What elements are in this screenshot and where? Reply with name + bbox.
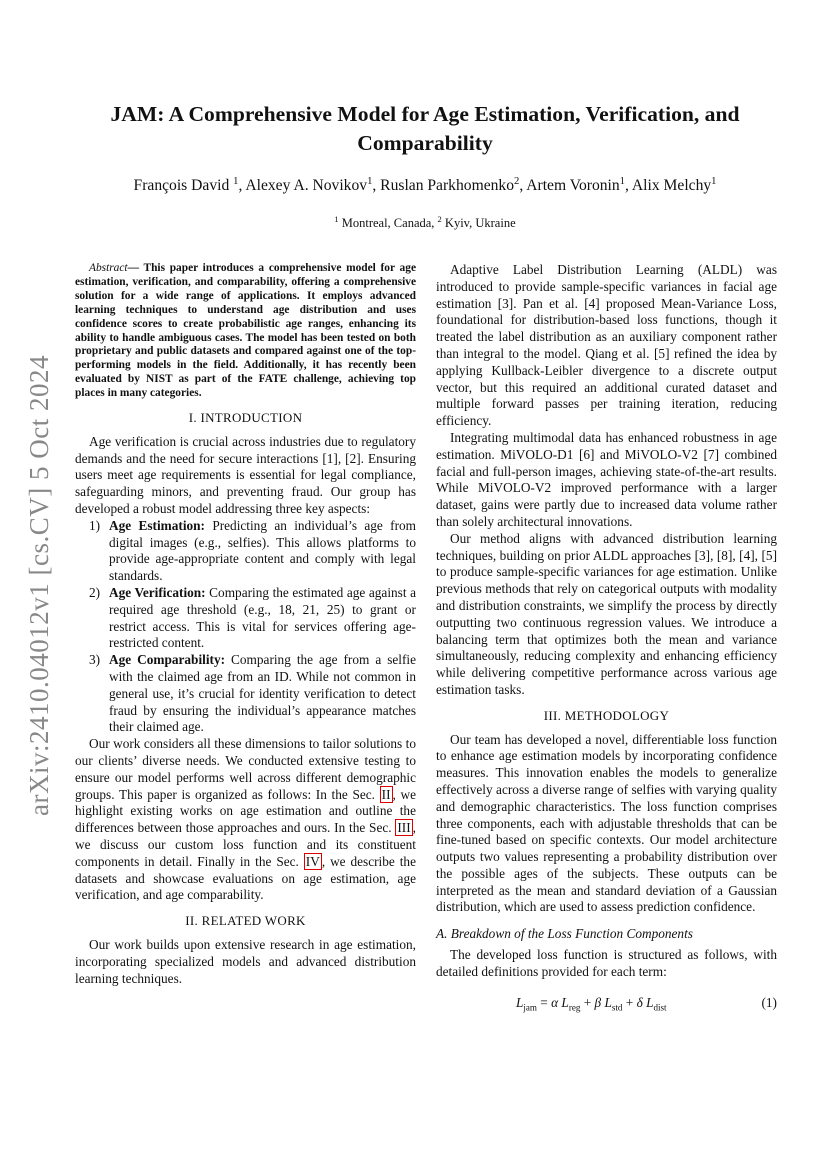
- eq-symbol: L: [561, 994, 569, 1010]
- section-link-iii[interactable]: III: [397, 820, 411, 836]
- related-work-paragraph: Our work builds upon extensive research in age estimation, incorporating specialized models and advanced distribution learning techniques.: [75, 936, 416, 986]
- eq-subscript: std: [611, 1002, 623, 1013]
- eq-symbol: β: [594, 994, 602, 1010]
- author-affil-mark: 1: [367, 175, 373, 187]
- abstract-dash: —: [127, 262, 139, 274]
- author-affil-mark: 1: [233, 175, 239, 187]
- list-item-title: Age Verification:: [109, 585, 206, 601]
- author: , Alexey A. Novikov: [238, 177, 368, 194]
- author: François David: [133, 177, 234, 194]
- list-number: 3): [89, 652, 101, 668]
- affil-text: Montreal, Canada,: [338, 216, 438, 230]
- eq-symbol: L: [646, 994, 654, 1010]
- text-run: , we describe the datasets and showcase evaluations on age estimation, age verification, and age comparability.: [75, 853, 416, 903]
- equation-expression: [516, 995, 667, 1012]
- text-run: Our work considers all these dimensions to tailor solutions to our clients’ diverse needs. We conducted extensive testing to ensure our model performs well across different demographic groups. This paper is organized as follows: In the Sec.: [75, 736, 416, 802]
- author: , Artem Voronin: [519, 177, 620, 194]
- left-column: [75, 262, 416, 987]
- aspects-list: [75, 518, 416, 736]
- text-run: , we discuss our custom loss function and its constituent components in detail. Finally in the Sec.: [75, 820, 416, 869]
- affiliations: [115, 215, 735, 231]
- author: , Alix Melchy: [624, 177, 712, 194]
- affil-mark: 2: [437, 213, 442, 224]
- methodology-paragraph: Our team has developed a novel, differentiable loss function to enhance age estimation models by incorporating confidence measures. This innovation enables the models to generalize effectively across a diverse range of selfies with varying quality and demographic characteristics. The loss function comprises three components, each with adjustable thresholds that can be fine-tuned based on specific contexts. Our model architecture outputs two values representing a probability distribution over the possible ages of the subjects. These outputs can be interpreted as the mean and standard deviation of a Gaussian distribution, which are used to assess prediction confidence.: [436, 731, 777, 915]
- abstract-text: This paper introduces a comprehensive model for age estimation, verification, and comparability, offering a comprehensive solution for a wide range of applications. It employs advanced learning techniques to understand age distribution and uses confidence scores to create probabilistic age ranges, enhancing its ability to handle ambiguous cases. The model has been tested on both proprietary and public datasets and compared against one of the top-performing models in the field. Additionally, it has recently been evaluated by NIST as part of the FATE challenge, achieving top places in many categories.: [75, 262, 416, 400]
- eq-operator: +: [622, 994, 637, 1010]
- list-number: 1): [89, 517, 101, 533]
- list-item-text: Comparing the age from a selfie with the claimed age from an ID. While not common in general use, it’s crucial for identity verification to detect fraud by ensuring the individual’s appearance matches their claimed age.: [109, 652, 416, 735]
- eq-symbol: L: [604, 994, 612, 1010]
- list-item-title: Age Estimation:: [109, 517, 205, 533]
- eq-operator: +: [580, 994, 595, 1010]
- related-work-paragraph: Adaptive Label Distribution Learning (ALDL) was introduced to provide sample-specific variances in facial age estimation [3]. Pan et al. [4] proposed Mean-Variance Loss, foundational for distribution-based loss functions, though it treated the label distribution as an auxiliary component rather than integral to the model. Qiang et al. [5] refined the idea by applying Kullback-Leibler divergence to a discrete output vector, but this required an additional curated dataset and multiple forward passes per training iteration, reducing efficiency.: [436, 262, 777, 429]
- list-item: [75, 652, 416, 736]
- section-link-ii[interactable]: II: [381, 786, 391, 802]
- section-heading-methodology: III. METHODOLOGY: [543, 707, 670, 723]
- affil-text: Kyiv, Ukraine: [441, 216, 516, 230]
- equation-1: [436, 995, 777, 1012]
- author-affil-mark: 1: [711, 175, 717, 187]
- eq-symbol: L: [516, 994, 524, 1010]
- paper-title: JAM: A Comprehensive Model for Age Estimation, Verification, and Comparability: [110, 102, 740, 155]
- author: , Ruslan Parkhomenko: [372, 177, 515, 194]
- author-list: [115, 176, 735, 195]
- arxiv-stamp: [6, 320, 72, 850]
- subsection-heading: A. Breakdown of the Loss Function Components: [436, 926, 693, 942]
- abstract: [75, 262, 416, 401]
- intro-paragraph: [75, 736, 416, 904]
- list-item-text: Comparing the estimated age against a required age threshold (e.g., 18, 21, 25) to grant or restrict access. This is vital for services offering age-restricted content.: [109, 585, 416, 651]
- eq-subscript: jam: [523, 1002, 537, 1013]
- eq-symbol: α: [551, 994, 559, 1010]
- author-affil-mark: 2: [514, 175, 520, 187]
- list-item: [75, 518, 416, 585]
- eq-operator: =: [536, 994, 552, 1010]
- eq-subscript: reg: [568, 1002, 581, 1013]
- abstract-label: Abstract: [89, 262, 128, 274]
- methodology-paragraph: The developed loss function is structured as follows, with detailed definitions provided for each term:: [436, 947, 777, 979]
- author-affil-mark: 1: [619, 175, 625, 187]
- related-work-paragraph: Integrating multimodal data has enhanced robustness in age estimation. MiVOLO-D1 [6] and MiVOLO-V2 [7] combined facial and full-person images, achieving state-of-the-art results. While MiVOLO-V2 improved performance with a larger dataset, gains were partly due to increased data volume rather than solely architectural innovations.: [436, 429, 777, 529]
- section-link-iv[interactable]: IV: [305, 853, 320, 869]
- arxiv-stamp-text: arXiv:2410.04012v1 [cs.CV] 5 Oct 2024: [23, 354, 54, 816]
- eq-subscript: dist: [653, 1002, 667, 1013]
- right-column: [436, 262, 777, 1011]
- affil-mark: 1: [334, 213, 339, 224]
- list-item: [75, 585, 416, 652]
- eq-symbol: δ: [636, 994, 643, 1010]
- equation-number: (1): [761, 994, 777, 1010]
- related-work-paragraph: Our method aligns with advanced distribution learning techniques, building on prior ALDL approaches [3], [8], [4], [5] to produce sample-specific variances for age estimation. Unlike previous methods that rely on categorical outputs with modality and distribution constraints, we simplify the process by directly outputting two continuous regression values. We introduce a balancing term that optimizes both the mean and variance simultaneously, reducing complexity and enhancing efficiency while delivering competitive performance across various age estimation tasks.: [436, 530, 777, 697]
- section-heading-introduction: I. INTRODUCTION: [188, 410, 303, 426]
- list-number: 2): [89, 585, 101, 601]
- list-item-title: Age Comparability:: [109, 652, 226, 668]
- section-heading-related-work: II. RELATED WORK: [185, 913, 306, 929]
- list-item-text: Predicting an individual’s age from digital images (e.g., selfies). This allows platforms to provide age-appropriate content and comply with legal standards.: [109, 517, 416, 584]
- text-run: , we highlight existing works on age estimation and outline the differences between those approaches and ours. In the Sec.: [75, 786, 416, 836]
- intro-paragraph: Age verification is crucial across industries due to regulatory demands and the need for secure interactions [1], [2]. Ensuring users meet age requirements is essential for legal compliance, safeguarding minors, and preventing fraud. Our group has developed a robust model addressing three key aspects:: [75, 433, 416, 517]
